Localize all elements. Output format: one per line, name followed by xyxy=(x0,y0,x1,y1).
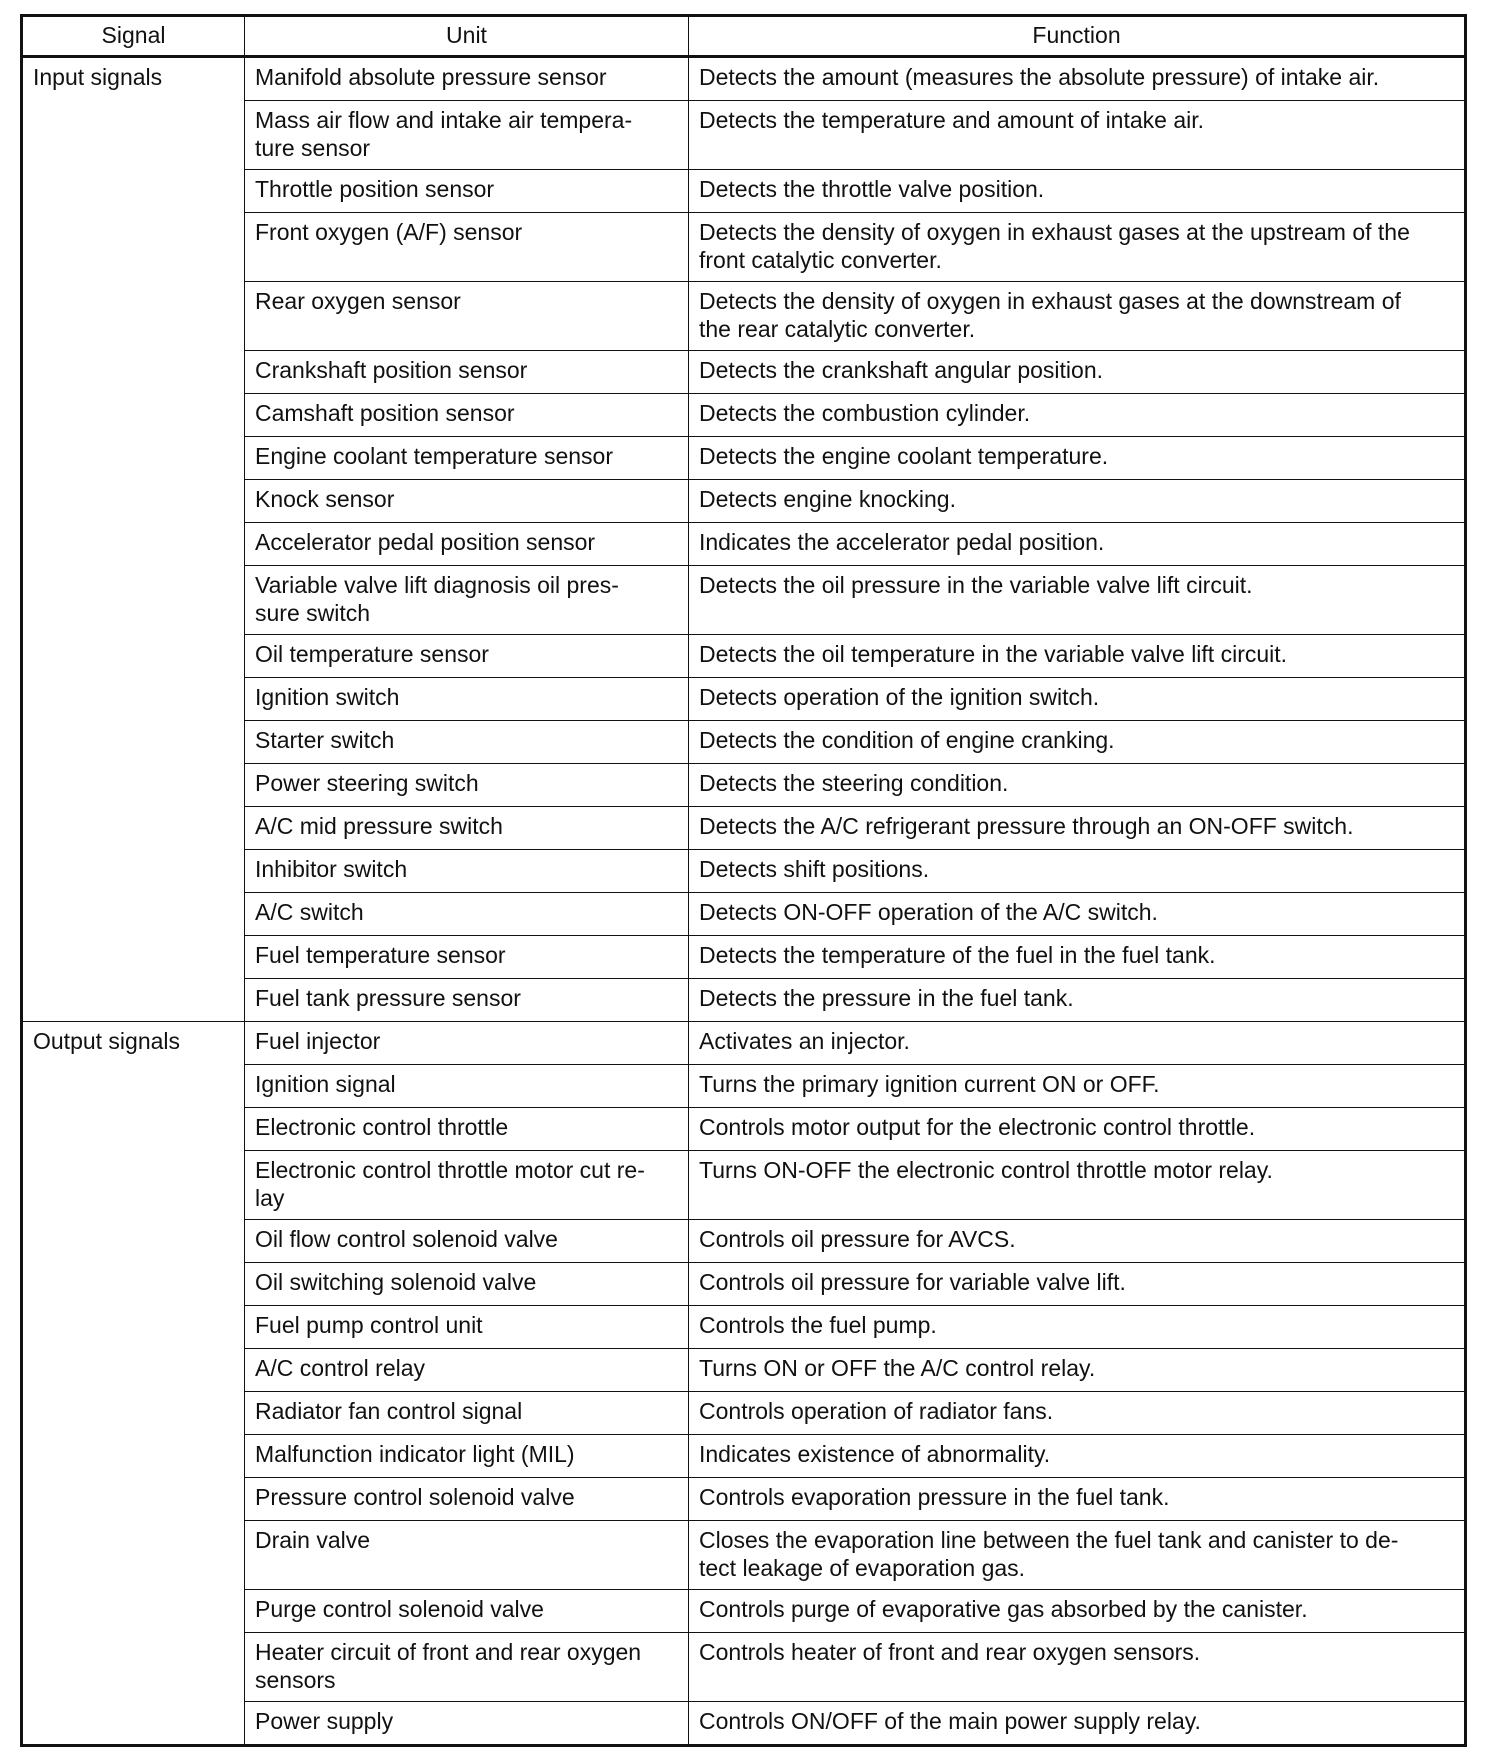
signal-group-label: Input signals xyxy=(22,57,245,1022)
unit-cell: Fuel tank pressure sensor xyxy=(245,979,689,1022)
unit-cell: Knock sensor xyxy=(245,480,689,523)
function-cell: Controls purge of evaporative gas absorbed by the canister. xyxy=(689,1590,1466,1633)
function-cell: Controls the fuel pump. xyxy=(689,1306,1466,1349)
function-cell: Detects the temperature of the fuel in the fuel tank. xyxy=(689,936,1466,979)
function-cell: Detects the engine coolant temperature. xyxy=(689,437,1466,480)
unit-cell: A/C mid pressure switch xyxy=(245,807,689,850)
unit-cell: Front oxygen (A/F) sensor xyxy=(245,213,689,282)
unit-cell: Fuel injector xyxy=(245,1022,689,1065)
header-row xyxy=(22,16,1466,57)
function-cell: Turns ON-OFF the electronic control throttle motor relay. xyxy=(689,1151,1466,1220)
unit-cell: Oil flow control solenoid valve xyxy=(245,1220,689,1263)
unit-cell: Engine coolant temperature sensor xyxy=(245,437,689,480)
function-cell: Detects the A/C refrigerant pressure through an ON-OFF switch. xyxy=(689,807,1466,850)
function-cell: Activates an injector. xyxy=(689,1022,1466,1065)
unit-cell: Purge control solenoid valve xyxy=(245,1590,689,1633)
unit-cell: Power steering switch xyxy=(245,764,689,807)
unit-cell: Variable valve lift diagnosis oil pres- sure switch xyxy=(245,566,689,635)
signal-table xyxy=(20,14,1467,1747)
function-cell: Turns the primary ignition current ON or OFF. xyxy=(689,1065,1466,1108)
function-cell: Controls oil pressure for variable valve lift. xyxy=(689,1263,1466,1306)
unit-cell: Drain valve xyxy=(245,1521,689,1590)
unit-cell: Manifold absolute pressure sensor xyxy=(245,57,689,101)
function-cell: Controls evaporation pressure in the fuel tank. xyxy=(689,1478,1466,1521)
function-cell: Detects the density of oxygen in exhaust gases at the downstream of the rear catalytic converter. xyxy=(689,282,1466,351)
table-header xyxy=(22,16,1466,57)
unit-cell: Radiator fan control signal xyxy=(245,1392,689,1435)
unit-cell: Rear oxygen sensor xyxy=(245,282,689,351)
signal-table-container xyxy=(20,14,1464,1747)
unit-cell: Starter switch xyxy=(245,721,689,764)
header-unit: Unit xyxy=(245,16,689,57)
function-cell: Controls heater of front and rear oxygen sensors. xyxy=(689,1633,1466,1702)
table-row xyxy=(22,57,1466,101)
function-cell: Detects the steering condition. xyxy=(689,764,1466,807)
function-cell: Indicates the accelerator pedal position. xyxy=(689,523,1466,566)
unit-cell: A/C control relay xyxy=(245,1349,689,1392)
unit-cell: Throttle position sensor xyxy=(245,170,689,213)
function-cell: Controls motor output for the electronic control throttle. xyxy=(689,1108,1466,1151)
function-cell: Detects the crankshaft angular position. xyxy=(689,351,1466,394)
header-signal: Signal xyxy=(22,16,245,57)
function-cell: Detects the combustion cylinder. xyxy=(689,394,1466,437)
function-cell: Detects engine knocking. xyxy=(689,480,1466,523)
function-cell: Turns ON or OFF the A/C control relay. xyxy=(689,1349,1466,1392)
unit-cell: Electronic control throttle motor cut re- lay xyxy=(245,1151,689,1220)
signal-group-label: Output signals xyxy=(22,1022,245,1746)
function-cell: Controls oil pressure for AVCS. xyxy=(689,1220,1466,1263)
unit-cell: Ignition signal xyxy=(245,1065,689,1108)
unit-cell: Malfunction indicator light (MIL) xyxy=(245,1435,689,1478)
function-cell: Indicates existence of abnormality. xyxy=(689,1435,1466,1478)
function-cell: Detects the density of oxygen in exhaust gases at the upstream of the front catalytic converter. xyxy=(689,213,1466,282)
table-body xyxy=(22,57,1466,1746)
unit-cell: Oil switching solenoid valve xyxy=(245,1263,689,1306)
function-cell: Controls ON/OFF of the main power supply relay. xyxy=(689,1702,1466,1746)
function-cell: Detects the oil temperature in the variable valve lift circuit. xyxy=(689,635,1466,678)
unit-cell: Mass air flow and intake air tempera- ture sensor xyxy=(245,101,689,170)
function-cell: Detects the condition of engine cranking. xyxy=(689,721,1466,764)
function-cell: Detects shift positions. xyxy=(689,850,1466,893)
unit-cell: Heater circuit of front and rear oxygen sensors xyxy=(245,1633,689,1702)
function-cell: Closes the evaporation line between the fuel tank and canister to de- tect leakage of evaporation gas. xyxy=(689,1521,1466,1590)
unit-cell: Ignition switch xyxy=(245,678,689,721)
table-row xyxy=(22,1022,1466,1065)
function-cell: Detects the oil pressure in the variable valve lift circuit. xyxy=(689,566,1466,635)
unit-cell: Power supply xyxy=(245,1702,689,1746)
unit-cell: A/C switch xyxy=(245,893,689,936)
unit-cell: Pressure control solenoid valve xyxy=(245,1478,689,1521)
function-cell: Detects the temperature and amount of intake air. xyxy=(689,101,1466,170)
unit-cell: Camshaft position sensor xyxy=(245,394,689,437)
unit-cell: Crankshaft position sensor xyxy=(245,351,689,394)
unit-cell: Fuel pump control unit xyxy=(245,1306,689,1349)
function-cell: Detects ON-OFF operation of the A/C switch. xyxy=(689,893,1466,936)
function-cell: Controls operation of radiator fans. xyxy=(689,1392,1466,1435)
function-cell: Detects operation of the ignition switch. xyxy=(689,678,1466,721)
unit-cell: Accelerator pedal position sensor xyxy=(245,523,689,566)
unit-cell: Fuel temperature sensor xyxy=(245,936,689,979)
unit-cell: Oil temperature sensor xyxy=(245,635,689,678)
function-cell: Detects the pressure in the fuel tank. xyxy=(689,979,1466,1022)
header-function: Function xyxy=(689,16,1466,57)
unit-cell: Electronic control throttle xyxy=(245,1108,689,1151)
function-cell: Detects the throttle valve position. xyxy=(689,170,1466,213)
unit-cell: Inhibitor switch xyxy=(245,850,689,893)
function-cell: Detects the amount (measures the absolute pressure) of intake air. xyxy=(689,57,1466,101)
